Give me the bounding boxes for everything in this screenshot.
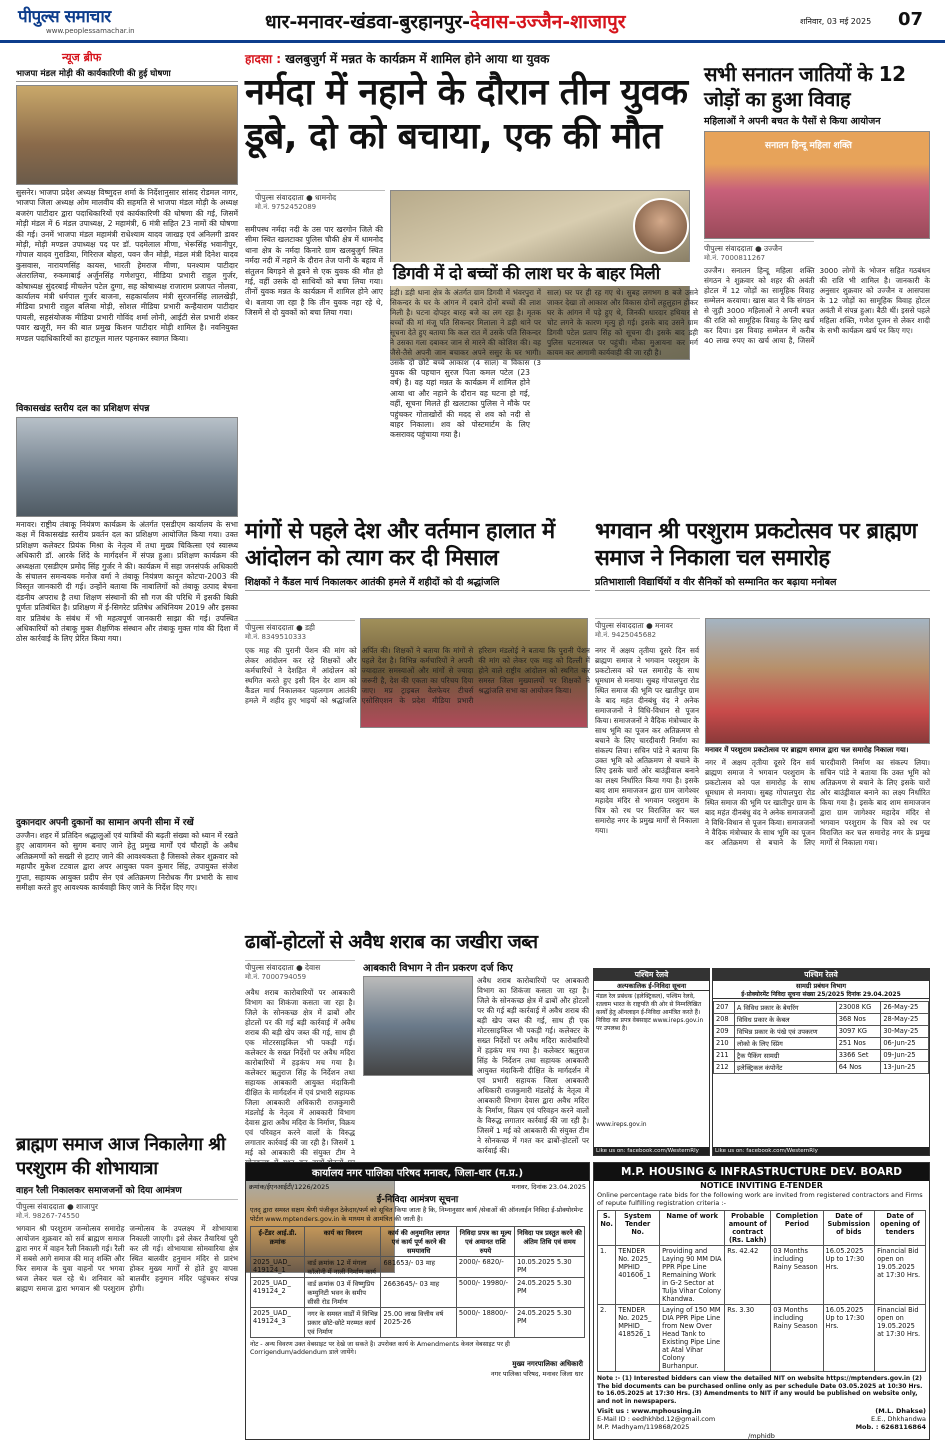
dhaba-story: [245, 930, 590, 1162]
table-cell: 2025_UAD_ 419124_1: [251, 1257, 305, 1278]
parshuram-headline: भगवान श्री परशुराम प्रकटोत्सव पर ब्राह्मण समाज ने निकाला चल समारोह: [595, 519, 917, 571]
wedding-banner: सनातन हिन्दू महिला शक्ति: [765, 141, 852, 151]
dhaba-headline: ढाबों-होटलों से अवैध शराब का जखीरा जब्त: [245, 931, 538, 953]
table-cell: 03 Months including Rainy Season: [771, 1305, 823, 1372]
table-header-cell: निविदा प्रपत्र का मूल्य एवं अमानत राशि रुपये: [456, 1227, 514, 1257]
mph-ref: M.P. Madhyam/119868/2025: [597, 1423, 690, 1432]
table-cell: 5000/- 19980/-: [456, 1278, 514, 1308]
photo-victim-portrait: [633, 198, 689, 254]
mange-subhead: शिक्षकों ने कैंडल मार्च निकालकर आतंकी हमले में शहीदों को दी श्रद्धांजलि: [245, 575, 590, 591]
table-header-cell: Date of opening of tenders: [875, 1211, 926, 1246]
np-title: ई-निविदा आमंत्रण सूचना: [376, 1195, 459, 1205]
dhaba-body-2: अवैध शराब कारोबारियों पर आबकारी विभाग का शिकंजा कसता जा रहा है। जिले के सोनकच्छ क्षेत्र में ढाबों और होटलों पर की गई बड़ी कार्रवाई में अवैध शराब की बड़ी खेप जब्त की गई, साथ ही एक मोटरसाइकिल भी पकड़ी गई। कलेक्टर के सख्त निर्देशों पर अवैध मदिरा कारोबारियों में हड़कंप मच गया है। कलेक्टर ऋतुराज सिंह के निर्देशन तथा सहायक आबकारी आयुक्त मंदाकिनी दीक्षित के मार्गदर्शन में एवं प्रभारी सहायक जिला आबकारी अधिकारी राजकुमारी मंडलोई के नेतृत्व में आबकारी विभाग देवास द्वारा अवैध मदिरा के निर्माण, विक्रय एवं परिवहन करने वालों के विरुद्ध लगातार कार्रवाई की जा रही है। जिसमें 1 मई को आबकारी की संयुक्त टीम ने सोनकच्छ में गश्त कर ढाबों-होटलों पर कार्रवाई की।: [477, 976, 589, 1155]
shobha-mobile: मो.नं. 98267-74550: [16, 1212, 80, 1220]
table-header-cell: निविदा पत्र प्रस्तुत करने की अंतिम तिथि एवं समय: [515, 1227, 585, 1257]
dhaba-mobile: मो.नं. 7000794059: [245, 973, 307, 981]
table-cell: 3097 KG: [836, 1026, 881, 1038]
table-cell: विभिन्न प्रकार के पंखे एवं उपकरण: [734, 1026, 836, 1038]
table-cell: 1.: [598, 1246, 616, 1305]
table-header-cell: Name of work: [660, 1211, 725, 1246]
table-cell: 13-Jun-25: [881, 1062, 929, 1074]
shobha-byline: पीपुल्स संवाददाता ● शाजापुर: [16, 1199, 238, 1212]
table-cell: 207: [714, 1002, 735, 1014]
photo-mass-wedding: [704, 131, 930, 239]
parshuram-body-1: नगर में अक्षय तृतीया दूसरे दिन सर्व ब्राह्मण समाज ने भगवान परशुराम के प्रकटोत्सव को पल समारोह के साथ धूमधाम से मनाया। सुबह गोपालपुरा रोड स्थित समाज की भूमि पर खातीपुर ग्राम के बाद महंत दीनबंधु वंद ने अनेक समाजजनों ने विधि-विधान से पूजन किया। समाजजनों ने वैदिक मंत्रोच्चार के साथ भूमि का पूजन कर अतिक्रमण से बचाने के लिए चारदीवारी निर्माण का संकल्प लिया। सचिन पांडे ने बताया कि उक्त भूमि को अतिक्रमण से बचाने के लिए इसके चारों ओर बाउंड्रीवाल बनाने का लक्ष्य निर्धारित किया गया है। इसके बाद शाम समाजजन द्वारा ग्राम जागेश्वर महादेव मंदिर से भगवान परशुराम के चित्र को रथ पर विराजित कर चल समारोह नगर के प्रमुख मार्गों से निकाला गया।: [595, 646, 699, 835]
masthead-rule: [0, 40, 945, 43]
table-cell: 212: [714, 1062, 735, 1074]
digvi-body: डही। डही थाना क्षेत्र के अंतर्गत ग्राम डिगवी में भंवरपुरा में सिकन्दर के घर के आंगन में दबाने दोनों बच्चों की लाश मिली है। घटना दोपहर बारह बजे का लग रहा है। मृतक बच्चों की मां मंजू पति सिकन्दर मिलाला ने डही थाने पर सूचना देते हुए बताया कि कल रात में उसके पति सिकन्दर ने उसका गला दबाकर जान से मारने की कोशिश की। वह जैसे-तैसे अपनी जान बचाकर अपने ससुर के घर भागी। उसके दो छोटे बच्चे आकाश (4 साल) व विकास (3 साल) घर पर ही रह गए थे। सुबह लगभग 8 बजे उसने जाकर देखा तो आकाश और विकास दोनों लहूलुहान होकर घर के आंगन में पड़े हुए थे, जिनकी धारदार हथियार से चोट लगने के कारण मृत्यु हो गई। इसके बाद उसने ग्राम डिगवी पटेल प्रताप सिंह को सूचना दी। इसके बाद डही पुलिस घटनास्थल पर पहुंची। मौका मुआयना कर मर्ग कायम कर आगामी कार्यवाही की जा रही है।: [390, 288, 698, 367]
table-cell: 16.05.2025 Up to 17:30 Hrs.: [823, 1246, 875, 1305]
np-date: मनावर, दिनांक 23.04.2025: [511, 1183, 586, 1191]
np-ref: क्रमांक/ईएनआईटी/1226/2025: [249, 1183, 330, 1191]
vivah-mobile: मो.नं. 7000811267: [704, 254, 766, 262]
rly2-sub: सामग्री प्रबंधन विभाग: [795, 982, 847, 990]
table-header-cell: Probable amount of contract (Rs. Lakh): [725, 1211, 771, 1246]
parshuram-mobile: मो.नं. 9425045682: [595, 631, 657, 639]
table-cell: 06-Jun-25: [881, 1038, 929, 1050]
table-cell: 368 Nos: [836, 1014, 881, 1026]
mph-sign: (M.L. Dhakse): [875, 1407, 926, 1416]
table-cell: Financial Bid open on 19.05.2025 at 17:30 Hrs.: [875, 1305, 926, 1372]
mange-headline: मांगों से पहले देश और वर्तमान हालात में आंदोलन को त्याग कर दी मिसाल: [245, 519, 555, 571]
table-cell: 24.05.2025 5.30 PM: [515, 1278, 585, 1308]
np-sign: मुख्य नगरपालिका अधिकारी: [512, 1360, 583, 1368]
brief-h1: भाजपा मंडल मोड़ी की कार्यकारिणी की हुई घोषणा: [16, 68, 238, 82]
digvi-headline: डिगवी में दो बच्चों की लाश घर के बाहर मिली: [390, 262, 698, 286]
mph-social[interactable]: /mphidb: [748, 1432, 775, 1441]
np-sign2: नगर पालिका परिषद, मनावर जिला धार: [490, 1370, 583, 1378]
table-row: [251, 1257, 585, 1278]
logo-text: पीपुल्स समाचार: [18, 7, 111, 27]
np-note: नोट - अन्य विवरण उक्त वेबसाइट पर देखे जा सकते है। उपरोक्त कार्य के Amendments केवल वेबसाइट पर ही Corrigendum/addendum डाले जायेंगे।: [250, 1341, 510, 1356]
table-cell: 209: [714, 1026, 735, 1038]
mph-intro: Online percentage rate bids for the following work are invited from registered contractors and Firms of repute fulfilling registration criteria :-: [597, 1191, 923, 1207]
table-cell: A विविध प्रकार के बेयरिंग: [734, 1002, 836, 1014]
mph-sign2: E.E., Dhkhandwa: [870, 1415, 926, 1424]
shobha-story: [16, 1133, 238, 1438]
table-row: [598, 1246, 926, 1305]
rly1-title: पश्चिम रेलवे: [594, 969, 709, 981]
table-cell: नगर के समस्त वार्डों में विभिन्न प्रकार छोटे-छोटे मरम्मत कार्य एवं निर्माण: [305, 1308, 381, 1338]
mph-note: Note :- (1) Interested bidders can view the detailed NIT on website https://mptenders.gov.in (2) The bid documents can be purchased online only as per schedule Date 03.05.2025 at 10:30 Hrs. to 16.05.2025 at 17:30 Hrs. (3) Amendments to NIT if any would be published on website only, and not in newspapers.: [597, 1375, 923, 1405]
vivah-subhead: महिलाओं ने अपनी बचत के पैसों से किया आयोजन: [704, 116, 881, 127]
rly2-footer: Like us on: facebook.com/WesternRly: [713, 1147, 929, 1155]
parshuram-story: [595, 518, 930, 958]
table-row: [251, 1278, 585, 1308]
table-row: [714, 1014, 929, 1026]
parshuram-byline: पीपुल्स संवाददाता ● मनावर मो.नं. 9425045682: [595, 618, 700, 640]
parshuram-caption: मनावर में परशुराम प्रकटोत्सव पर ब्राह्मण समाज द्वारा चल समारोह निकाला गया।: [705, 746, 909, 754]
table-cell: 28-May-25: [881, 1014, 929, 1026]
lead-headline: नर्मदा में नहाने के दौरान तीन युवक डूबे, दो को बचाया, एक की मौत: [245, 72, 688, 157]
table-cell: 2663645/- 03 माह: [381, 1278, 456, 1308]
rly1-site: www.ireps.gov.in: [596, 1121, 647, 1128]
railway-ad-1: [593, 968, 710, 1156]
table-cell: 16.05.2025 Up to 17:30 Hrs.: [823, 1305, 875, 1372]
brief-text-1: सुसनेर। भाजपा प्रदेश अध्यक्ष विष्णुदत्त शर्मा के निर्देशानुसार सांसद रोडमल नागर, भाजपा जिला अध्यक्ष ओम मालवीय की सहमति से भाजपा मंडल मोड़ी के अध्यक्ष बजरंग पाटीदार द्वारा पदाधिकारियों एवं कार्यकारिणी की घोषणा की गई, जिसमें मोड़ी मंडल में 6 मंडल उपाध्यक्ष, 2 महामंत्री, 6 मंत्री सहित 23 नामों की घोषणा की गई। उनमें भाजपा मंडल महामंत्री राधेश्याम यादव जाखड़ एवं अनिलगी डावर मोड़ी, मोड़ी मण्डल उपाध्यक्ष पद पर डॉ. पदमेलाल मीणा, भेरूसिंह भवानीपुर, गोपाल यादव गुराडिया, गिरिराज बोहरा, पवन जैन मोड़ी, मंडल मंत्री दिनेश यादव कुसवास, नारायणसिंह कायस, भारती हेमराज मीणा, घनश्याम पाटीदार अंतरालिया, रुकमाबाई अर्जुनसिंह गणेशपुरा, मीडिया प्रभारी राहुल गुर्जर, कोषाध्यक्ष सुंदरबाई मीचलेन पटेल दुग्गा, सह कोषाध्यक्ष राजाराम प्रजापत नोलवा, कार्यालय मंत्री धर्मपाल गुर्जर बाजना, सहकार्यालय मंत्री सुरजनसिंह लालखेड़ी, मीडिया प्रभारी राहुल बलिया मोड़ी, सोशल मीडिया प्रभारी कन्हैयाराम पाटीदार पायली, सहसंयोजक मीडिया प्रभारी गोविंद शर्मा लोनी, आईटी सेल प्रभारी शंकर पवार खजूरी, मन की बात प्रमुख किशन पाटीदार मोड़ी शामिल है। नवनियुक्त मण्डल पदाधिकारियों का हाटफूल मालर पहनाकर स्वागत किया।: [16, 188, 238, 343]
table-row: [714, 1002, 929, 1014]
table-row: [598, 1305, 926, 1372]
table-header: [598, 1211, 926, 1246]
photo-seized-liquor: [363, 976, 473, 1076]
table-header: [251, 1227, 585, 1257]
railway-ad-2: [712, 968, 930, 1156]
parshuram-body-2: नगर में अक्षय तृतीया दूसरे दिन सर्व ब्राह्मण समाज ने भगवान परशुराम के प्रकटोत्सव को पल समारोह के साथ धूमधाम से मनाया। सुबह गोपालपुरा रोड स्थित समाज की भूमि पर खातीपुर ग्राम के बाद महंत दीनबंधु वंद ने अनेक समाजजनों ने विधि-विधान से पूजन किया। समाजजनों ने वैदिक मंत्रोच्चार के साथ भूमि का पूजन कर अतिक्रमण से बचाने के लिए चारदीवारी निर्माण का संकल्प लिया। सचिन पांडे ने बताया कि उक्त भूमि को अतिक्रमण से बचाने के लिए इसके चारों ओर बाउंड्रीवाल बनाने का लक्ष्य निर्धारित किया गया है। इसके बाद शाम समाजजन द्वारा ग्राम जागेश्वर महादेव मंदिर से भगवान परशुराम के चित्र को रथ पर विराजित कर चल समारोह नगर के प्रमुख मार्गों से निकाला गया।: [705, 758, 930, 847]
mph-notice: NOTICE INVITING E-TENDER: [700, 1181, 823, 1190]
page-number: 07: [898, 9, 924, 30]
logo-url: www.peoplessamachar.in: [46, 27, 135, 35]
mange-body: एक माह की पुरानी पेंशन की मांग को लेकर आंदोलन कर रहे शिक्षकों और कर्मचारियों ने देशहित में आंदोलन को स्थगित करते हुए इसी दिन देर शाम को कैंडल मार्च निकालकर पहलगाम आतंकी हमले में शहीद हुए भाइयों को श्रद्धांजलि अर्पित की। शिक्षकों ने बताया कि मांगों से पहले देश है। विभिन्न कर्मचारियों ने अपनी ज्यादातर समस्याओं और मांगों से ज्यादा जरूरी है, देश की एकता का परिचय दिया जाए। मप्र ट्राइबल वेलफेयर टीचर्स एसोसिएशन के प्रदेश मीडिया प्रभारी हरिराम मंडलोई ने बताया कि पुरानी पेंशन की मांग को लेकर एक माह को दिल्ली में होने वाले राष्ट्रीय आंदोलन को स्थगित कर समस्त जिला मुख्यालयों पर शिक्षकों ने श्रद्धांजलि सभा का आयोजन किया।: [245, 646, 590, 705]
mph-visit[interactable]: Visit us : www.mphousing.in: [597, 1407, 702, 1416]
table-cell: 2000/- 6820/-: [456, 1257, 514, 1278]
mph-title: M.P. HOUSING & INFRASTRUCTURE DEV. BOARD: [594, 1163, 929, 1181]
lead-mobile: मो.नं. 9752452089: [255, 203, 317, 211]
rly1-body: मंडल रेल प्रबंधक (इलेक्ट्रिकल), पश्चिम रेलवे, रतलाम भारत के राष्ट्रपति की ओर से निम्नलिखित कार्यों हेतु ऑनलाइन ई-निविदा आमंत्रित करते हैं। निविदा का प्रपत्र वेबसाइट www.ireps.gov.in पर उपलब्ध है।: [596, 993, 704, 1032]
photo-bjp-mandal: [16, 85, 238, 185]
vivah-byline: पीपुल्स संवाददाता ● उज्जैन: [704, 241, 814, 254]
mange-byline: पीपुल्स संवाददाता ● डही मो.नं. 8349510333: [245, 620, 355, 642]
digvi-story: [390, 262, 698, 510]
table-cell: 211: [714, 1050, 735, 1062]
table-cell: Financial Bid open on 19.05.2025 at 17:30 Hrs.: [875, 1246, 926, 1305]
table-header-cell: कार्य का विवरण: [305, 1227, 381, 1257]
table-cell: 64 Nos: [836, 1062, 881, 1074]
table-cell: 03 Months including Rainy Season: [771, 1246, 823, 1305]
mph-table: [597, 1210, 926, 1372]
table-cell: 2025_UAD_ 419124_3: [251, 1308, 305, 1338]
np-tender-ad: [245, 1162, 590, 1440]
table-header-cell: System Tender No.: [616, 1211, 660, 1246]
vivah-headline: सभी सनातन जातियों के 12 जोड़ों का हुआ विवाह: [704, 62, 906, 111]
mph-mobile: Mob. : 6268116864: [855, 1423, 926, 1432]
np-table: [250, 1226, 585, 1338]
dhaba-byline: पीपुल्स संवाददाता ● देवास मो.नं. 7000794059: [245, 960, 355, 982]
table-header-cell: S. No.: [598, 1211, 616, 1246]
brief-text-3: उज्जैन। शहर में प्रतिदिन श्रद्धालुओं एवं यात्रियों की बढ़ती संख्या को ध्यान में रखते हुए आवागमन को सुगम बनाए जाने हेतु प्रमुख मार्गों एवं चौराहों के अवैध अतिक्रमणों को सख्ती से हटाए जाने की आवश्यकता है जिसको लेकर शुक्रवार को महापौर मुकेश टटवाल द्वारा अपर आयुक्त पवन कुमार सिंह, उपायुक्त संजेश गुप्ता, सहायक आयुक्त प्रदीप सेन एवं अतिक्रमण निरोधक गैंग प्रभारी के साथ समीक्षा करते हुए आवश्यक कार्यवाही किए जाने के निर्देश दिए गए।: [16, 831, 239, 893]
table-cell: वार्ड क्रमांक 03 में विष्णुप्रिय कम्युनिटी भवन के समीप सीसी रोड निर्माण: [305, 1278, 381, 1308]
brief-h2: विकासखंड स्तरीय दल का प्रशिक्षण संपन्न: [16, 404, 150, 414]
lead-byline: पीपुल्स संवाददाता ● धामनोद मो.नं. 9752452089: [255, 190, 385, 212]
edition-title-red: देवास-उज्जैन-शाजापुर: [470, 11, 626, 33]
table-cell: Rs. 42.42: [725, 1246, 771, 1305]
table-header-cell: Completion Period: [771, 1211, 823, 1246]
table-cell: 251 Nos: [836, 1038, 881, 1050]
mange-story: [245, 518, 590, 928]
table-row: [714, 1026, 929, 1038]
table-cell: 3366 Set: [836, 1050, 881, 1062]
table-cell: 23008 KG: [836, 1002, 881, 1014]
table-cell: TENDER No. 2025_ MPHID_ 401606_1: [616, 1246, 660, 1305]
date: शनिवार, 03 मई 2025: [800, 17, 872, 26]
table-cell: लोको के लिए स्प्रिंग: [734, 1038, 836, 1050]
table-cell: 2.: [598, 1305, 616, 1372]
vivah-story: [704, 62, 930, 512]
edition-title: धार-मनावर-खंडवा-बुरहानपुर-: [265, 11, 471, 33]
lead-body-1: समीपस्थ नर्मदा नदी के उस पार खरगोन जिले की सीमा स्थित खलटाका पुलिस चौकी क्षेत्र में धामनोद थाना क्षेत्र के नर्मदा किनारे ग्राम खलबुजुर्ग स्थित नर्मदा नदी में नहाने के दौरान तेज पानी के बहाव में संतुलन बिगड़ने से डूबने से एक युवक की मौत हो गई, वहीं उसके दो साथियों को बचा लिया गया। तीनों युवक मन्नत के कार्यक्रम में शामिल होने आए थे। बताया जा रहा है कि तीन युवक नहा रहे थे, जिसमें से दो युवकों को बचा लिया गया।: [245, 225, 383, 318]
rly2-title: पश्चिम रेलवे: [713, 969, 929, 981]
table-cell: Laying of 150 MM DIA PPR Pipe Line from New Over Head Tank to Existing Pipe Line at Atal Vihar Colony Burhanpur.: [660, 1305, 725, 1372]
table-header-cell: ई-टेंडर आई.डी. क्रमांक: [251, 1227, 305, 1257]
masthead: [0, 0, 945, 44]
photo-training: [16, 417, 238, 517]
table-cell: TENDER No. 2025_ MPHID_ 418526_1: [616, 1305, 660, 1372]
table-cell: विविध प्रकार के केबल: [734, 1014, 836, 1026]
table-row: [714, 1050, 929, 1062]
mph-tender-ad: [593, 1162, 930, 1440]
table-cell: 681653/- 03 माह: [381, 1257, 456, 1278]
logo: [18, 4, 188, 40]
dhaba-body-1: अवैध शराब कारोबारियों पर आबकारी विभाग का शिकंजा कसता जा रहा है। जिले के सोनकच्छ क्षेत्र में ढाबों और होटलों पर की गई बड़ी कार्रवाई में अवैध शराब की बड़ी खेप जब्त की गई, साथ ही एक मोटरसाइकिल भी पकड़ी गई। कलेक्टर के सख्त निर्देशों पर अवैध मदिरा कारोबारियों में हड़कंप मच गया है। कलेक्टर ऋतुराज सिंह के निर्देशन तथा सहायक आबकारी आयुक्त मंदाकिनी दीक्षित के मार्गदर्शन में एवं प्रभारी सहायक जिला आबकारी अधिकारी राजकुमारी मंडलोई के नेतृत्व में आबकारी विभाग देवास द्वारा अवैध मदिरा के निर्माण, विक्रय एवं परिवहन करने वालों के विरुद्ध लगातार कार्रवाई की जा रही है। जिसमें 1 मई को आबकारी की संयुक्त टीम ने: [245, 988, 355, 1157]
table-header-cell: Date of Submission of bids: [823, 1211, 875, 1246]
photo-procession: [705, 618, 930, 744]
news-brief: [16, 50, 238, 1130]
rly2-table: [713, 1001, 929, 1074]
rly2-line: ई-प्रोक्योरमेंट निविदा सूचना संख्या 25/2025 दिनांक 29.04.2025: [713, 990, 929, 999]
table-cell: 10.05.2025 5.30 PM: [515, 1257, 585, 1278]
brief-h3: दुकानदार अपनी दुकानों का सामान अपनी सीमा में रखें: [16, 818, 194, 828]
mange-mobile: मो.नं. 8349510333: [245, 633, 307, 641]
table-cell: 30-May-25: [881, 1026, 929, 1038]
table-header-cell: कार्य की अनुमानित लागत एवं कार्य पूर्ण करने की समयावधि: [381, 1227, 456, 1257]
table-cell: 5000/- 18800/-: [456, 1308, 514, 1338]
table-cell: ट्रैक पैकिंग सामग्री: [734, 1050, 836, 1062]
table-cell: 210: [714, 1038, 735, 1050]
shobha-body: भगवान श्री परशुराम जन्मोत्सव समारोह आयोजन शुक्रवार को सर्व ब्राह्मण समाज द्वारा नगर में वाहन रैली निकाली गई। रैली में सबसे आगे समाज की मातृ शक्ति और फिर समाज के युवा वाहनों पर भगवा ध्वज लेकर चल रहे थे। शनिवार को ब्राह्मण समाज द्वारा भगवान श्री परशुराम जन्मोत्सव के उपलक्ष्य में शोभायात्रा निकाली जाएगी। इसे लेकर तैयारियां पूरी कर ली गई। शोभायात्रा सोमवारिया क्षेत्र स्थित बालवीर हनुमान मंदिर से प्रारंभ होकर मुख्य मार्गों से होते हुए वापस बालवीर हनुमान मंदिर पहुंचकर संपन्न होगी।: [16, 1224, 238, 1293]
table-cell: 25.00 लाख वित्तीय वर्ष 2025-26: [381, 1308, 456, 1338]
table-cell: 09-Jun-25: [881, 1050, 929, 1062]
np-office: कार्यालय नगर पालिका परिषद मनावर, जिला-धार (म.प्र.): [246, 1163, 589, 1181]
mph-email[interactable]: E-Mail ID : eedhkhbd.12@gmail.com: [597, 1415, 716, 1424]
table-cell: Rs. 3.30: [725, 1305, 771, 1372]
table-row: [714, 1062, 929, 1074]
table-cell: इलेक्ट्रिकल कंपोनेंट: [734, 1062, 836, 1074]
brief-text-2: मनावर। राष्ट्रीय तंबाकू नियंत्रण कार्यक्रम के अंतर्गत एसडीएम कार्यालय के सभा कक्ष में विकासखंड स्तरीय प्रवर्तन दल का प्रशिक्षण आयोजित किया गया। उक्त प्रशिक्षण कलेक्टर प्रियंक मिश्रा के नेतृत्व में तथा मुख्य चिकित्सा एवं स्वास्थ्य अधिकारी डॉ. आरके शिंदे के मार्गदर्शन में संपन्न हुआ। प्रशिक्षण कार्यक्रम की अध्यक्षता एसडीएम प्रमोद सिंह गुर्जर ने की। कार्यक्रम में सहा जनसंपर्क अधिकारी के संचालन समन्वयक मनोज वर्मा ने तंबाकू नियंत्रण कानून कोटपा-2003 की विस्तृत जानकारी दी गई। उन्होंने बताया कि नाबालिगों को तंबाकू उत्पाद बेचना दंडनीय अपराध है तथा शिक्षण संस्थानों की सौ गज की परिधि में इसकी बिक्री पूर्णतः प्रतिबंधित है। प्रशिक्षण में ई-सिगरेट प्रतिषेध अधिनियम 2019 और इसका वार प्रतिबंध के संबंध में भी महत्वपूर्ण जानकारी साझा की गई। उपस्थित अधिकारियों को तंबाकू मुक्त शैक्षणिक संस्थान और तंबाकू मुक्त गांव की दिशा में ठोस कार्रवाई के लिए प्रेरित किया गया।: [16, 520, 238, 644]
dhaba-subhead: आबकारी विभाग ने तीन प्रकरण दर्ज किए: [363, 963, 513, 974]
rly1-sub: अल्पकालिक ई-निविदा सूचना: [594, 981, 709, 991]
table-cell: 26-May-25: [881, 1002, 929, 1014]
shobha-subhead: वाहन रैली निकालकर समाजजनों को दिया आमंत्रण: [16, 1186, 182, 1196]
table-cell: 2025_UAD_ 419124_2: [251, 1278, 305, 1308]
table-cell: वार्ड क्रमांक 12 में मंगला कॉलोनी में नाली निर्माण कार्य: [305, 1257, 381, 1278]
lead-kicker: हादसा : खलबुजुर्ग में मन्नत के कार्यक्रम में शामिल होने आया था युवक: [245, 52, 550, 66]
vivah-body: उज्जैन। सनातन हिन्दू महिला शक्ति संगठन ने शुक्रवार को शहर की अवंती होटल में 12 जोड़ों का सामूहिक विवाह सम्मेलन करवाया। खास बात ये कि संगठन से जुड़ी 3000 महिलाओं ने अपनी बचत की राशि को सामूहिक विवाह के लिए खर्च कर दिया। इस विवाह सम्मेलन में करीब 40 लाख रुपए का खर्च आया है, जिसमें 3000 लोगों के भोजन सहित गठबंधन की राशि भी शामिल है। जानकारी के अनुसार शुक्रवार को उज्जैन व आसपास के 12 जोड़ों का सामूहिक विवाह होटल अवंती में संपन्न हुआ। बैठी थीं। इससे पहले महिला शक्ति, गणेश पूजन से लेकर शादी के सभी कार्यक्रम खर्च पर किए गए।: [704, 266, 930, 345]
table-cell: 24.05.2025 5.30 PM: [515, 1308, 585, 1338]
table-cell: 208: [714, 1014, 735, 1026]
lead-body-2: युवक की पहचान सुरज पिता कमल पटेल (23 वर्ष) है। वह यहां मन्नत के कार्यक्रम में शामिल होने आया था और नहाने के दौरान वह घटना हो गई, वहीं, सूचना मिलते ही खलटाका पुलिस ने मौके पर पहुंचकर गोताखोरों की मदद से शव को नदी से बाहर निकाला। शव को पोस्टमार्टम के लिए कसरावद पहुंचाया गया है।: [390, 368, 530, 440]
rly1-footer: Like us on: facebook.com/WesternRly: [594, 1147, 709, 1155]
shobha-headline: ब्राह्मण समाज आज निकालेगा श्री परशुराम की शोभायात्रा: [16, 1134, 226, 1179]
np-intro: एतद् द्वारा समस्त सक्षम श्रेणी पंजीकृत ठेकेदार/फर्म को सूचित किया जाता है कि, निम्नानुसार कार्य /सेवाओं की ऑनलाईन निविदा ई-प्रोक्योरमेन्ट पोर्टल www.mptenders.gov.in के माध्यम से आमंत्रित की जाती है।: [250, 1206, 583, 1223]
table-cell: Providing and Laying 90 MM DIA PPR Pipe Line Remaining Work in G-2 Sector at Tulja Vihar Colony Khandwa.: [660, 1246, 725, 1305]
brief-label: न्यूज ब्रीफ: [62, 51, 102, 64]
table-row: [251, 1308, 585, 1338]
parshuram-subhead: प्रतिभाशाली विद्यार्थियों व वीर सैनिकों को सम्मानित कर बढ़ाया मनोबल: [595, 575, 930, 591]
table-row: [714, 1038, 929, 1050]
